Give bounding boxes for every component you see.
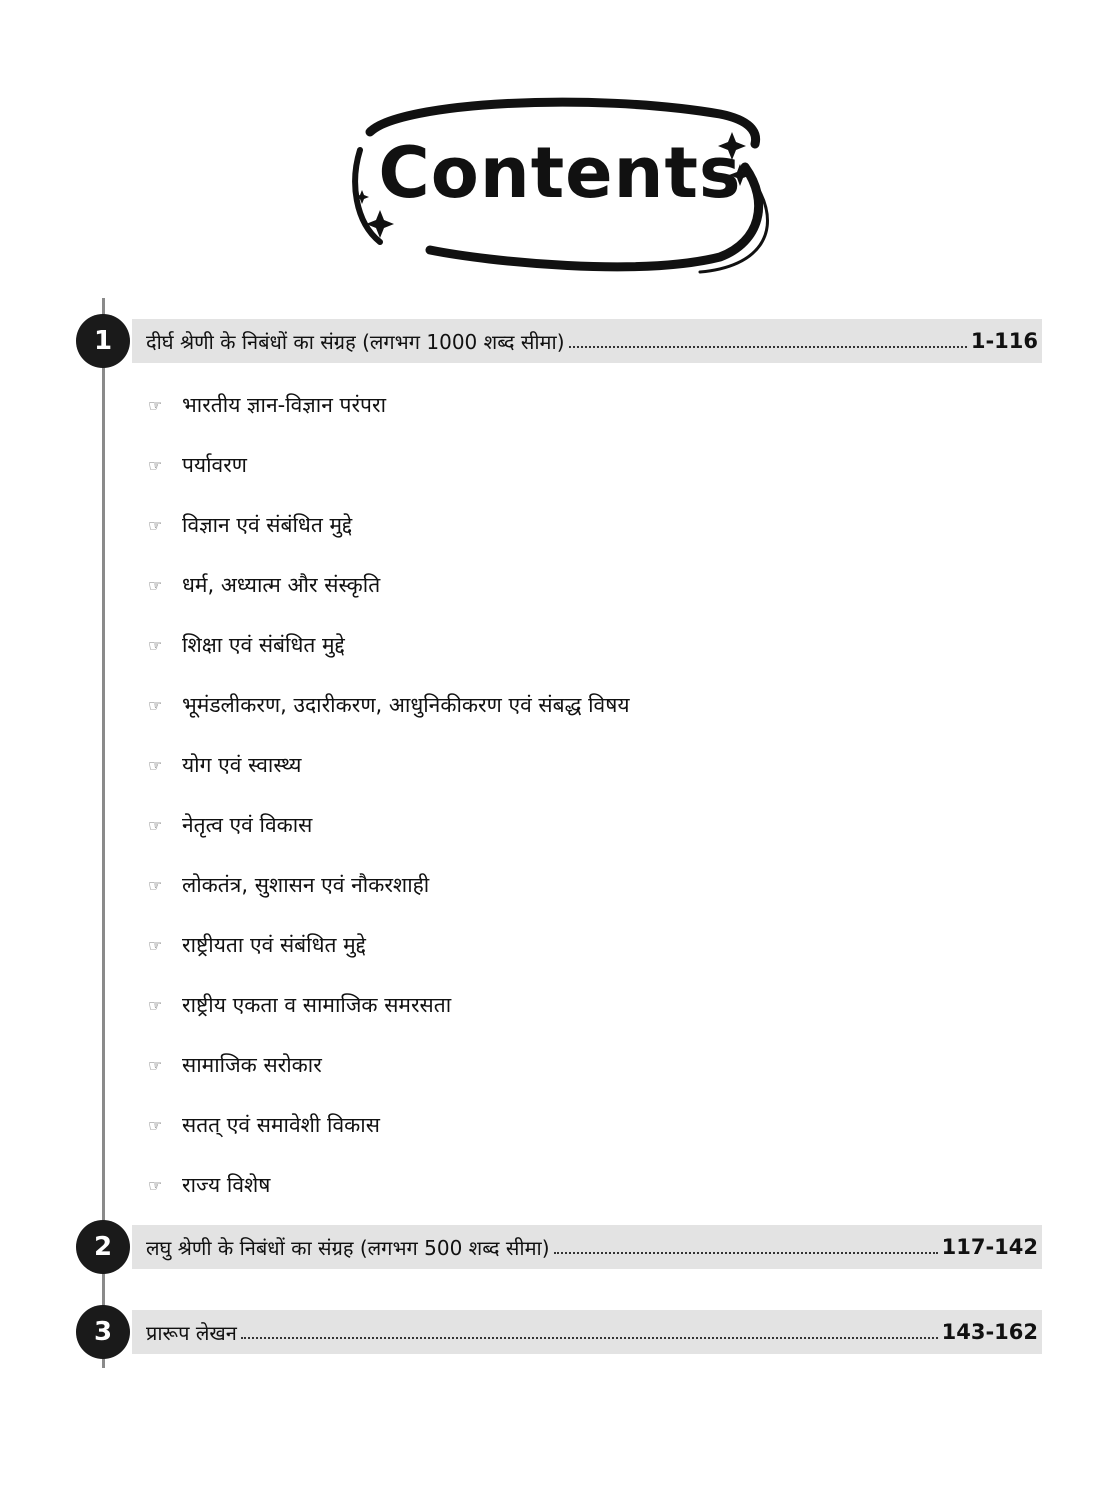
pointing-hand-icon: ☞: [148, 1115, 163, 1135]
pointing-hand-icon: ☞: [148, 575, 163, 595]
topic-item[interactable]: ☞ लोकतंत्र, सुशासन एवं नौकरशाही: [148, 873, 430, 897]
pointing-hand-icon: ☞: [148, 515, 163, 535]
timeline-line: [102, 298, 105, 1368]
topic-item[interactable]: ☞ धर्म, अध्यात्म और संस्कृति: [148, 573, 381, 597]
pointing-hand-icon: ☞: [148, 395, 163, 415]
topic-item[interactable]: ☞ पर्यावरण: [148, 453, 247, 477]
section-2-number-badge: 2: [76, 1220, 130, 1274]
section-2-pages: 117-142: [941, 1235, 1038, 1259]
title-badge: [340, 92, 780, 282]
pointing-hand-icon: ☞: [148, 1175, 163, 1195]
pointing-hand-icon: ☞: [148, 815, 163, 835]
section-2-bar[interactable]: [132, 1225, 1042, 1269]
topic-item[interactable]: ☞ नेतृत्व एवं विकास: [148, 813, 313, 837]
topic-item[interactable]: ☞ योग एवं स्वास्थ्य: [148, 753, 302, 777]
topic-item[interactable]: ☞ राष्ट्रीय एकता व सामाजिक समरसता: [148, 993, 452, 1017]
section-1-number-badge: 1: [76, 314, 130, 368]
pointing-hand-icon: ☞: [148, 1055, 163, 1075]
pointing-hand-icon: ☞: [148, 755, 163, 775]
topic-item[interactable]: ☞ भूमंडलीकरण, उदारीकरण, आधुनिकीकरण एवं संबद्ध विषय: [148, 693, 630, 717]
section-1-title: दीर्घ श्रेणी के निबंधों का संग्रह (लगभग 1000 शब्द सीमा): [146, 329, 565, 354]
topic-item[interactable]: ☞ राज्य विशेष: [148, 1173, 271, 1197]
pointing-hand-icon: ☞: [148, 875, 163, 895]
pointing-hand-icon: ☞: [148, 995, 163, 1015]
dotted-leader: [241, 1337, 938, 1339]
section-3-pages: 143-162: [941, 1320, 1038, 1344]
pointing-hand-icon: ☞: [148, 635, 163, 655]
topic-item[interactable]: ☞ सामाजिक सरोकार: [148, 1053, 322, 1077]
topic-item[interactable]: ☞ सतत् एवं समावेशी विकास: [148, 1113, 380, 1137]
section-3-title: प्रारूप लेखन: [146, 1320, 237, 1345]
topic-item[interactable]: ☞ राष्ट्रीयता एवं संबंधित मुद्दे: [148, 933, 366, 957]
topic-item[interactable]: ☞ विज्ञान एवं संबंधित मुद्दे: [148, 513, 353, 537]
topic-item[interactable]: ☞ भारतीय ज्ञान-विज्ञान परंपरा: [148, 393, 387, 417]
pointing-hand-icon: ☞: [148, 695, 163, 715]
page-title: Contents: [378, 132, 742, 214]
section-3-number-badge: 3: [76, 1305, 130, 1359]
section-3-bar[interactable]: [132, 1310, 1042, 1354]
topic-item[interactable]: ☞ शिक्षा एवं संबंधित मुद्दे: [148, 633, 345, 657]
section-2-title: लघु श्रेणी के निबंधों का संग्रह (लगभग 500 शब्द सीमा): [146, 1235, 550, 1260]
section-1-bar[interactable]: [132, 319, 1042, 363]
section-1-pages: 1-116: [970, 329, 1038, 353]
pointing-hand-icon: ☞: [148, 935, 163, 955]
dotted-leader: [554, 1252, 938, 1254]
dotted-leader: [569, 346, 967, 348]
pointing-hand-icon: ☞: [148, 455, 163, 475]
